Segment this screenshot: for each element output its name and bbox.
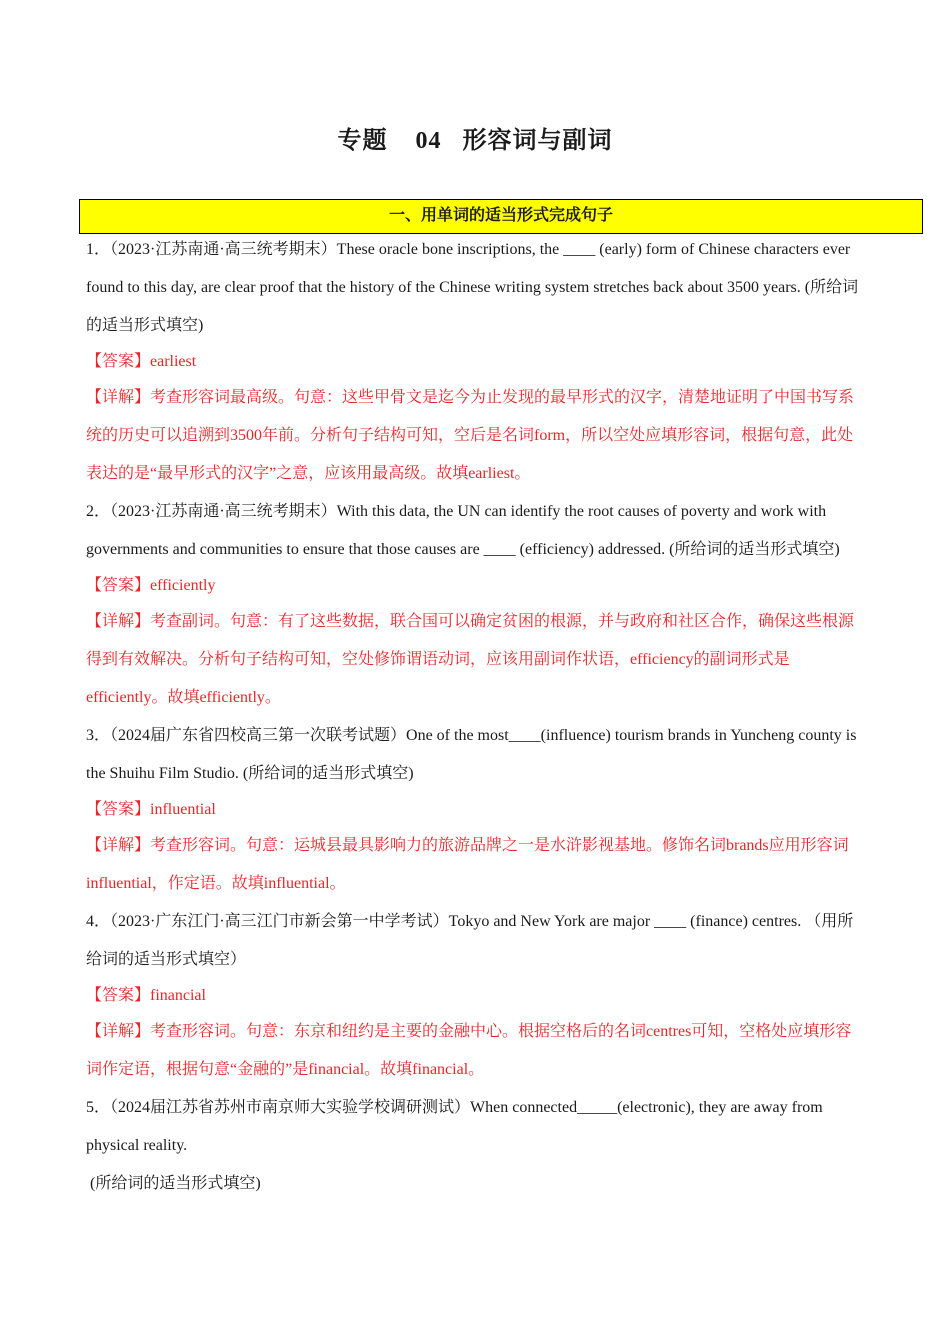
question-number: 5． [86,1099,111,1116]
question-item [86,903,862,1089]
explanation-text: 【详解】考查形容词最高级。句意：这些甲骨文是迄今为止发现的最早形式的汉字，清楚地证明了中国书写系统的历史可以追溯到3500年前。分析句子结构可知，空后是名词form，所以空处应填形容词，根据句意，此处表达的是“最早形式的汉字”之意，应该用最高级。故填earliest。 [86,389,855,482]
question-text: 5．（2024届江苏省苏州市南京师大实验学校调研测试）When connected_____(electronic), they are away from physical reality. [86,1099,823,1154]
question-item [86,231,862,493]
question-text: 4．（2023·广东江门·高三江门市新会第一中学考试）Tokyo and New York are major ____ (finance) centres. （用所给词的适当形式填空） [86,913,854,968]
explanation-text: 【详解】考查形容词。句意：运城县最具影响力的旅游品牌之一是水浒影视基地。修饰名词brands应用形容词influential，作定语。故填influential。 [86,837,849,892]
answer-text: 【答案】efficiently [86,577,216,594]
question-number: 2． [86,503,111,520]
answer-text: 【答案】earliest [86,353,197,370]
explanation-text: 【详解】考查副词。句意：有了这些数据，联合国可以确定贫困的根源，并与政府和社区合作，确保这些根源得到有效解决。分析句子结构可知，空处修饰谓语动词，应该用副词作状语，efficiency的副词形式是efficiently。故填efficiently。 [86,613,855,706]
page-title: 专题 04 形容词与副词 [337,128,613,154]
section-header: 一、用单词的适当形式完成句子 [79,199,923,234]
question-instruction: (所给词的适当形式填空) [86,1175,261,1192]
question-number: 3． [86,727,111,744]
question-text: 3．（2024届广东省四校高三第一次联考试题）One of the most____(influence) tourism brands in Yuncheng county is the Shuihu Film Studio. (所给词的适当形式填空) [86,727,857,782]
question-text: 1．（2023·江苏南通·高三统考期末）These oracle bone inscriptions, the ____ (early) form of Chinese characters ever found to this day, are clear proof that the history of the Chinese writing system stretches back about 3500 years. (所给词的适当形式填空) [86,241,859,334]
question-text: 2．（2023·江苏南通·高三统考期末）With this data, the UN can identify the root causes of poverty and work with governments and communities to ensure that those causes are ____ (efficiency) addressed. (所给词的适当形式填空) [86,503,840,558]
question-list [86,231,862,1203]
question-item [86,717,862,903]
question-item [86,1089,862,1203]
explanation-text: 【详解】考查形容词。句意：东京和纽约是主要的金融中心。根据空格后的名词centres可知，空格处应填形容词作定语，根据句意“金融的”是financial。故填financial。 [86,1023,852,1078]
question-number: 1． [86,241,111,258]
answer-text: 【答案】influential [86,801,216,818]
question-item [86,493,862,717]
question-number: 4． [86,913,111,930]
answer-text: 【答案】financial [86,987,206,1004]
